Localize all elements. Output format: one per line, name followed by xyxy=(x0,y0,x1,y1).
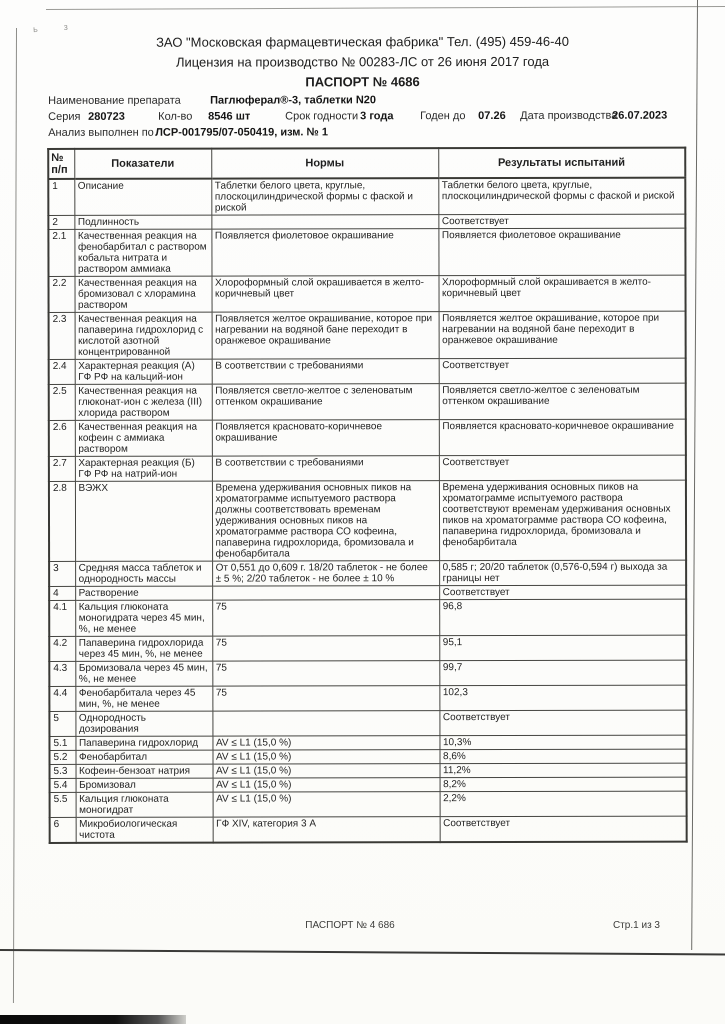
row-num-cell: 4 xyxy=(49,586,75,600)
passport-title: ПАСПОРТ № 4686 xyxy=(305,74,420,90)
row-num-cell: 6 xyxy=(50,817,76,843)
row-indicator-cell: Характерная реакция (А) ГФ РФ на кальций-ион xyxy=(75,359,212,384)
row-result-cell: 8,6% xyxy=(439,749,686,764)
row-result-cell: Соответствует xyxy=(439,455,686,481)
test-results-table xyxy=(47,147,687,844)
analysis-label: Анализ выполнен по xyxy=(48,126,154,139)
table-row xyxy=(49,585,686,600)
table-row xyxy=(49,735,686,750)
row-result-cell: Соответствует xyxy=(439,710,686,736)
row-norm-cell: Появляется желтое окрашивание, которое при нагревании на водяной бане переходит в оранжевое окрашивание xyxy=(212,312,439,359)
row-norm-cell: Времена удерживания основных пиков на хроматограмме испытуемого раствора должны соответствовать временам удерживания основных пиков на хроматограмме раствора СО кофеина, папаверина гидрохлорида, бромизовала и фенобарбитала xyxy=(212,481,439,561)
quantity-label: Кол-во xyxy=(158,110,193,123)
row-norm-cell: От 0,551 до 0,609 г. 18/20 таблеток - не более ± 5 %; 2/20 таблеток - не более ± 10 % xyxy=(212,561,439,586)
table-row xyxy=(49,311,686,359)
row-norm-cell: Хлороформный слой окрашивается в желто-коричневый цвет xyxy=(211,276,438,312)
shelf-life-value: 3 года xyxy=(360,110,394,123)
table-row xyxy=(49,660,686,686)
table-row xyxy=(48,275,685,312)
row-num-cell: 2.6 xyxy=(49,420,75,456)
row-norm-cell: 75 xyxy=(212,636,439,661)
company-header-line: ЗАО "Московская фармацевтическая фабрика" Тел. (495) 459-46-40 xyxy=(156,33,569,50)
row-num-cell: 3 xyxy=(49,561,75,586)
table-row xyxy=(49,685,686,711)
license-line: Лицензия на производство № 00283-ЛС от 26 июня 2017 года xyxy=(175,53,550,70)
scan-page-edge-bottom xyxy=(0,949,725,955)
row-indicator-cell: Растворение xyxy=(75,586,212,600)
row-num-cell: 2.2 xyxy=(48,276,74,312)
analysis-ref-row xyxy=(48,126,685,143)
series-label: Серия xyxy=(48,110,81,123)
row-indicator-cell: Бромизовала через 45 мин, %, не менее xyxy=(75,661,212,686)
row-result-cell: Появляется красновато-коричневое окрашивание xyxy=(439,419,686,456)
table-row xyxy=(49,419,686,456)
table-row xyxy=(49,455,686,481)
table-row xyxy=(48,178,685,216)
row-indicator-cell: Качественная реакция на глюконат-ион с железа (III) хлорида раствором xyxy=(75,384,212,420)
row-num-cell: 5.5 xyxy=(50,792,76,817)
row-norm-cell xyxy=(212,711,439,736)
row-num-cell: 2.8 xyxy=(49,481,75,561)
row-num-cell: 5.4 xyxy=(50,778,76,792)
row-norm-cell: AV ≤ L1 (15,0 %) xyxy=(213,778,440,792)
row-norm-cell xyxy=(211,215,438,229)
row-num-cell: 2.7 xyxy=(49,456,75,481)
row-indicator-cell: Качественная реакция на фенобарбитал с раствором кобальта нитрата и раствором аммиака xyxy=(74,229,211,276)
table-row xyxy=(50,791,687,817)
row-norm-cell: В соответствии с требованиями xyxy=(212,456,439,481)
pen-mark: ь xyxy=(32,21,65,35)
footer-page-number: Стр.1 из 3 xyxy=(613,920,660,931)
row-indicator-cell: Микробиологическая чистота xyxy=(76,817,213,843)
row-indicator-cell: Качественная реакция на папаверина гидрохлорид с кислотой азотной концентрированной xyxy=(75,312,212,359)
drug-name-label: Наименование препарата xyxy=(48,94,181,107)
row-norm-cell: 75 xyxy=(212,686,439,711)
row-result-cell: Появляется светло-желтое с зеленоватым оттенком окрашивание xyxy=(439,383,686,420)
row-num-cell: 2 xyxy=(48,215,74,229)
table-header xyxy=(48,148,685,179)
row-result-cell: Соответствует xyxy=(439,585,686,600)
row-indicator-cell: Бромизовал xyxy=(76,778,213,792)
row-result-cell: 11,2% xyxy=(440,763,687,778)
shelf-life-label: Срок годности xyxy=(285,110,359,123)
row-norm-cell: ГФ XIV, категория 3 А xyxy=(213,817,440,843)
row-num-cell: 5.1 xyxy=(49,736,75,750)
drug-name-row xyxy=(48,94,685,111)
row-num-cell: 2.3 xyxy=(49,312,75,359)
row-num-cell: 2.4 xyxy=(49,359,75,384)
row-num-cell: 2.1 xyxy=(48,229,74,276)
results-table-body xyxy=(48,178,686,843)
column-header-results: Результаты испытаний xyxy=(438,148,685,179)
table-row xyxy=(49,710,686,736)
table-row xyxy=(48,228,685,276)
row-indicator-cell: Фенобарбитала через 45 мин, %, не менее xyxy=(75,686,212,711)
production-date-label: Дата производства xyxy=(520,109,618,122)
table-row xyxy=(49,480,686,561)
expiry-label: Годен до xyxy=(420,110,466,123)
table-row xyxy=(49,383,686,420)
drug-name-value: Паглюферал®-3, таблетки N20 xyxy=(210,94,377,107)
row-num-cell: 2.5 xyxy=(49,384,75,420)
row-indicator-cell: ВЭЖХ xyxy=(75,481,212,561)
pen-mark: з xyxy=(63,19,95,32)
table-row xyxy=(49,358,686,384)
table-row xyxy=(48,214,685,229)
row-indicator-cell: Характерная реакция (Б) ГФ РФ на натрий-ион xyxy=(75,456,212,481)
row-norm-cell xyxy=(212,586,439,600)
row-result-cell: 2,2% xyxy=(440,791,687,817)
row-indicator-cell: Фенобарбитал xyxy=(75,750,212,764)
table-row xyxy=(50,763,687,778)
row-result-cell: Появляется фиолетовое окрашивание xyxy=(438,228,685,276)
quantity-value: 8546 шт xyxy=(208,110,251,123)
row-indicator-cell: Качественная реакция на бромизовал с хлорамина раствором xyxy=(74,276,211,312)
scanner-artifact-bar xyxy=(0,1015,186,1024)
row-result-cell: Соответствует xyxy=(440,816,687,842)
row-indicator-cell: Кальция глюконата моногидрат xyxy=(76,792,213,817)
row-result-cell: 0,585 г; 20/20 таблеток (0,576-0,594 г) выхода за границы нет xyxy=(439,560,686,586)
row-result-cell: Времена удерживания основных пиков на хроматограмме испытуемого раствора соответствуют временам удерживания основных пиков на хроматограмме раствора СО кофеина, папаверина гидрохлорида, бромизовала и фенобарбитала xyxy=(439,480,686,561)
row-result-cell: Соответствует xyxy=(439,358,686,384)
series-value: 280723 xyxy=(88,110,125,123)
table-row xyxy=(49,599,686,636)
row-result-cell: 95,1 xyxy=(439,635,686,661)
row-num-cell: 4.2 xyxy=(49,636,75,661)
row-norm-cell: Таблетки белого цвета, круглые, плоскоцилиндрической формы с фаской и риской xyxy=(211,178,438,215)
row-num-cell: 4.1 xyxy=(49,600,75,636)
row-num-cell: 4.3 xyxy=(49,661,75,686)
footer-passport-ref: ПАСПОРТ № 4 686 xyxy=(305,920,395,931)
row-norm-cell: Появляется красновато-коричневое окрашивание xyxy=(212,420,439,456)
row-result-cell: Появляется желтое окрашивание, которое при нагревании на водяной бане переходит в оранжевое окрашивание xyxy=(439,311,686,359)
row-num-cell: 5 xyxy=(49,711,75,736)
row-indicator-cell: Средняя масса таблеток и однородность массы xyxy=(75,561,212,586)
column-header-indicators: Показатели xyxy=(74,149,211,179)
analysis-ref-value: ЛСР-001795/07-050419, изм. № 1 xyxy=(155,126,329,139)
row-indicator-cell: Описание xyxy=(74,179,211,216)
row-result-cell: 96,8 xyxy=(439,599,686,636)
row-result-cell: 102,3 xyxy=(439,685,686,711)
row-indicator-cell: Кофеин-бензоат натрия xyxy=(76,764,213,778)
row-num-cell: 1 xyxy=(48,179,74,216)
row-norm-cell: AV ≤ L1 (15,0 %) xyxy=(212,750,439,764)
expiry-value: 07.26 xyxy=(478,109,506,123)
row-indicator-cell: Кальция глюконата моногидрата через 45 мин, %, не менее xyxy=(75,600,212,636)
row-result-cell: 99,7 xyxy=(439,660,686,686)
row-norm-cell: AV ≤ L1 (15,0 %) xyxy=(212,736,439,750)
row-norm-cell: 75 xyxy=(212,600,439,636)
row-result-cell: Хлороформный слой окрашивается в желто-коричневый цвет xyxy=(438,275,685,312)
row-result-cell: Таблетки белого цвета, круглые, плоскоцилиндрической формы с фаской и риской xyxy=(438,178,685,215)
row-norm-cell: Появляется фиолетовое окрашивание xyxy=(211,229,438,276)
row-norm-cell: AV ≤ L1 (15,0 %) xyxy=(213,792,440,817)
row-indicator-cell: Подлинность xyxy=(74,215,211,229)
table-row xyxy=(49,749,686,764)
column-header-number: № п/п xyxy=(48,149,74,179)
row-norm-cell: Появляется светло-желтое с зеленоватым оттенком окрашивание xyxy=(212,384,439,420)
row-indicator-cell: Однородность дозирования xyxy=(75,711,212,736)
row-indicator-cell: Качественная реакция на кофеин с аммиака раствором xyxy=(75,420,212,456)
row-norm-cell: 75 xyxy=(212,661,439,686)
batch-info-row xyxy=(48,110,685,127)
row-result-cell: Соответствует xyxy=(438,214,685,229)
row-indicator-cell: Папаверина гидрохлорида через 45 мин, %, не менее xyxy=(75,636,212,661)
row-result-cell: 10,3% xyxy=(439,735,686,750)
row-norm-cell: В соответствии с требованиями xyxy=(212,359,439,384)
table-row xyxy=(50,777,687,792)
production-date-value: 26.07.2023 xyxy=(612,109,668,122)
row-norm-cell: AV ≤ L1 (15,0 %) xyxy=(213,764,440,778)
row-num-cell: 5.2 xyxy=(49,750,75,764)
column-header-norms: Нормы xyxy=(211,148,438,178)
row-num-cell: 5.3 xyxy=(50,764,76,778)
table-row xyxy=(49,560,686,586)
table-row xyxy=(49,635,686,661)
row-num-cell: 4.4 xyxy=(49,686,75,711)
row-indicator-cell: Папаверина гидрохлорид xyxy=(75,736,212,750)
table-row xyxy=(50,816,687,843)
row-result-cell: 8,2% xyxy=(440,777,687,792)
